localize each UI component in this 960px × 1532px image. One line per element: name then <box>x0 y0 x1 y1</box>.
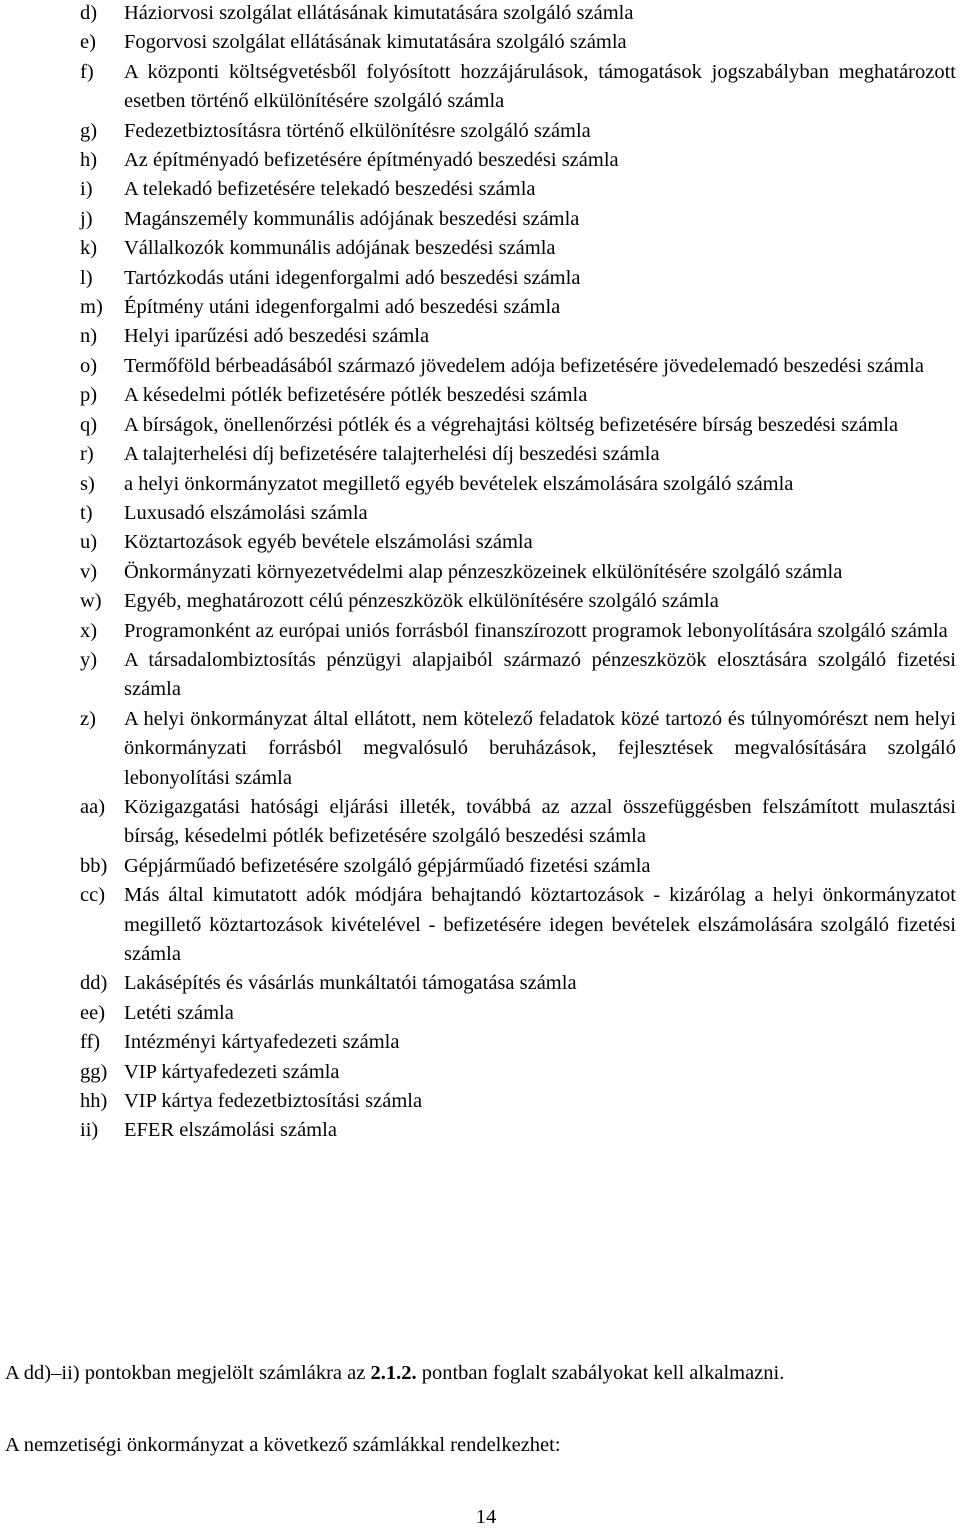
item-label: aa) <box>80 795 106 818</box>
item-label: k) <box>80 237 98 260</box>
list-item <box>0 293 960 322</box>
list-item <box>0 558 960 587</box>
item-label: f) <box>80 60 94 83</box>
list-item <box>0 470 960 499</box>
list-item <box>0 28 960 57</box>
item-text: A telekadó befizetésére telekadó beszedési számla <box>124 178 536 201</box>
list-item <box>0 793 960 852</box>
item-label: r) <box>80 443 94 466</box>
item-text: Magánszemély kommunális adójának beszedési számla <box>124 207 580 230</box>
item-label: cc) <box>80 884 106 907</box>
list-item <box>0 411 960 440</box>
item-text: Termőföld bérbeadásából származó jövedelem adója befizetésére jövedelemadó beszedési számla <box>124 354 924 377</box>
item-text: Luxusadó elszámolási számla <box>124 501 368 524</box>
list-item <box>0 0 960 28</box>
item-text: Közigazgatási hatósági eljárási illeték, továbbá az azzal összefüggésben felszámított mulasztási bírság, késedelmi pótlék befizetésére szolgáló beszedési számla <box>124 795 956 848</box>
item-label: l) <box>80 266 93 289</box>
rules-paragraph-end: pontban foglalt szabályokat kell alkalmazni. <box>416 1362 785 1384</box>
item-label: h) <box>80 149 98 172</box>
item-text: A helyi önkormányzat által ellátott, nem kötelező feladatok közé tartozó és túlnyomórészt nem helyi önkormányzati forrásból megvalósuló beruházások, fejlesztések megvalósítására szolgáló lebonyolítási számla <box>124 707 956 789</box>
item-text: A késedelmi pótlék befizetésére pótlék beszedési számla <box>124 384 588 407</box>
list-item <box>0 999 960 1028</box>
item-text: Önkormányzati környezetvédelmi alap pénzeszközeinek elkülönítésére szolgáló számla <box>124 560 843 583</box>
item-label: m) <box>80 296 103 319</box>
item-text: Háziorvosi szolgálat ellátásának kimutatására szolgáló számla <box>124 2 634 24</box>
item-label: g) <box>80 119 98 142</box>
list-item <box>0 1028 960 1057</box>
item-text: Más által kimutatott adók módjára behajtandó köztartozások - kizárólag a helyi önkormányzatot megillető köztartozások kivételével - befizetésére idegen bevételek elszámolására szolgáló fizetési számla <box>124 884 956 965</box>
item-label: t) <box>80 501 93 524</box>
item-label: j) <box>80 207 93 230</box>
item-label: e) <box>80 31 96 54</box>
list-item <box>0 381 960 410</box>
item-label: s) <box>80 472 95 495</box>
list-item <box>0 969 960 998</box>
list-item <box>0 528 960 557</box>
item-text: VIP kártya fedezetbiztosítási számla <box>124 1090 423 1113</box>
page-number: 14 <box>475 1506 497 1528</box>
item-text: VIP kártyafedezeti számla <box>124 1060 340 1083</box>
list-item <box>0 58 960 117</box>
item-label: x) <box>80 619 98 642</box>
item-text: a helyi önkormányzatot megillető egyéb bevételek elszámolására szolgáló számla <box>124 472 794 495</box>
nationality-paragraph: A nemzetiségi önkormányzat a következő számlákkal rendelkezhet: <box>5 1434 561 1456</box>
list-item <box>0 881 960 969</box>
item-label: o) <box>80 354 98 377</box>
item-text: Építmény utáni idegenforgalmi adó beszedési számla <box>124 296 561 319</box>
item-label: d) <box>80 2 98 24</box>
list-item <box>0 617 960 646</box>
item-label: dd) <box>80 972 108 995</box>
item-text: Programonként az európai uniós forrásból finanszírozott programok lebonyolítására szolgáló számla <box>124 619 948 642</box>
item-text: A központi költségvetésből folyósított hozzájárulások, támogatások jogszabályban meghatározott esetben történő elkülönítésére szolgáló számla <box>124 60 956 113</box>
list-item <box>0 117 960 146</box>
item-label: v) <box>80 560 98 583</box>
list-item <box>0 205 960 234</box>
item-text: Letéti számla <box>124 1001 234 1024</box>
list-item <box>0 1087 960 1116</box>
list-item <box>0 234 960 263</box>
list-item <box>0 322 960 351</box>
item-text: Egyéb, meghatározott célú pénzeszközök elkülönítésére szolgáló számla <box>124 590 719 613</box>
item-text: Fedezetbiztosításra történő elkülönítésre szolgáló számla <box>124 119 591 142</box>
item-text: Helyi iparűzési adó beszedési számla <box>124 325 430 348</box>
item-text: Gépjárműadó befizetésére szolgáló gépjárműadó fizetési számla <box>124 854 651 877</box>
item-label: w) <box>80 590 102 613</box>
list-item <box>0 440 960 469</box>
item-text: Lakásépítés és vásárlás munkáltatói támogatása számla <box>124 972 577 995</box>
item-text: A társadalombiztosítás pénzügyi alapjaiból származó pénzeszközök elosztására szolgáló fizetési számla <box>124 648 956 701</box>
list-item <box>0 352 960 381</box>
list-item <box>0 705 960 793</box>
item-label: n) <box>80 325 98 348</box>
item-text: Tartózkodás utáni idegenforgalmi adó beszedési számla <box>124 266 581 289</box>
item-label: ii) <box>80 1119 99 1142</box>
item-text: Az építményadó befizetésére építményadó beszedési számla <box>124 149 619 172</box>
item-text: Vállalkozók kommunális adójának beszedési számla <box>124 237 556 260</box>
item-label: q) <box>80 413 98 436</box>
list-item <box>0 175 960 204</box>
item-text: A bírságok, önellenőrzési pótlék és a végrehajtási költség befizetésére bírság beszedési számla <box>124 413 899 436</box>
item-label: gg) <box>80 1060 108 1083</box>
rules-paragraph-start: A dd)–ii) pontokban megjelölt számlákra az <box>5 1362 371 1384</box>
section-reference: 2.1.2. <box>370 1362 417 1384</box>
item-label: p) <box>80 384 98 407</box>
item-label: hh) <box>80 1090 108 1113</box>
rules-paragraph <box>5 1359 955 1388</box>
item-label: y) <box>80 648 98 671</box>
list-item <box>0 264 960 293</box>
list-item <box>0 646 960 705</box>
item-text: EFER elszámolási számla <box>124 1119 337 1142</box>
item-label: ee) <box>80 1001 106 1024</box>
list-item <box>0 1058 960 1087</box>
item-label: i) <box>80 178 93 201</box>
item-label: u) <box>80 531 98 554</box>
list-item <box>0 587 960 616</box>
item-label: bb) <box>80 854 108 877</box>
item-text: Intézményi kártyafedezeti számla <box>124 1031 400 1054</box>
list-item <box>0 499 960 528</box>
item-label: ff) <box>80 1031 101 1054</box>
item-text: A talajterhelési díj befizetésére talajterhelési díj beszedési számla <box>124 443 660 466</box>
list-item <box>0 852 960 881</box>
list-item <box>0 146 960 175</box>
item-text: Fogorvosi szolgálat ellátásának kimutatására szolgáló számla <box>124 31 627 54</box>
list-item <box>0 1116 960 1145</box>
item-text: Köztartozások egyéb bevétele elszámolási számla <box>124 531 533 554</box>
item-label: z) <box>80 707 96 730</box>
